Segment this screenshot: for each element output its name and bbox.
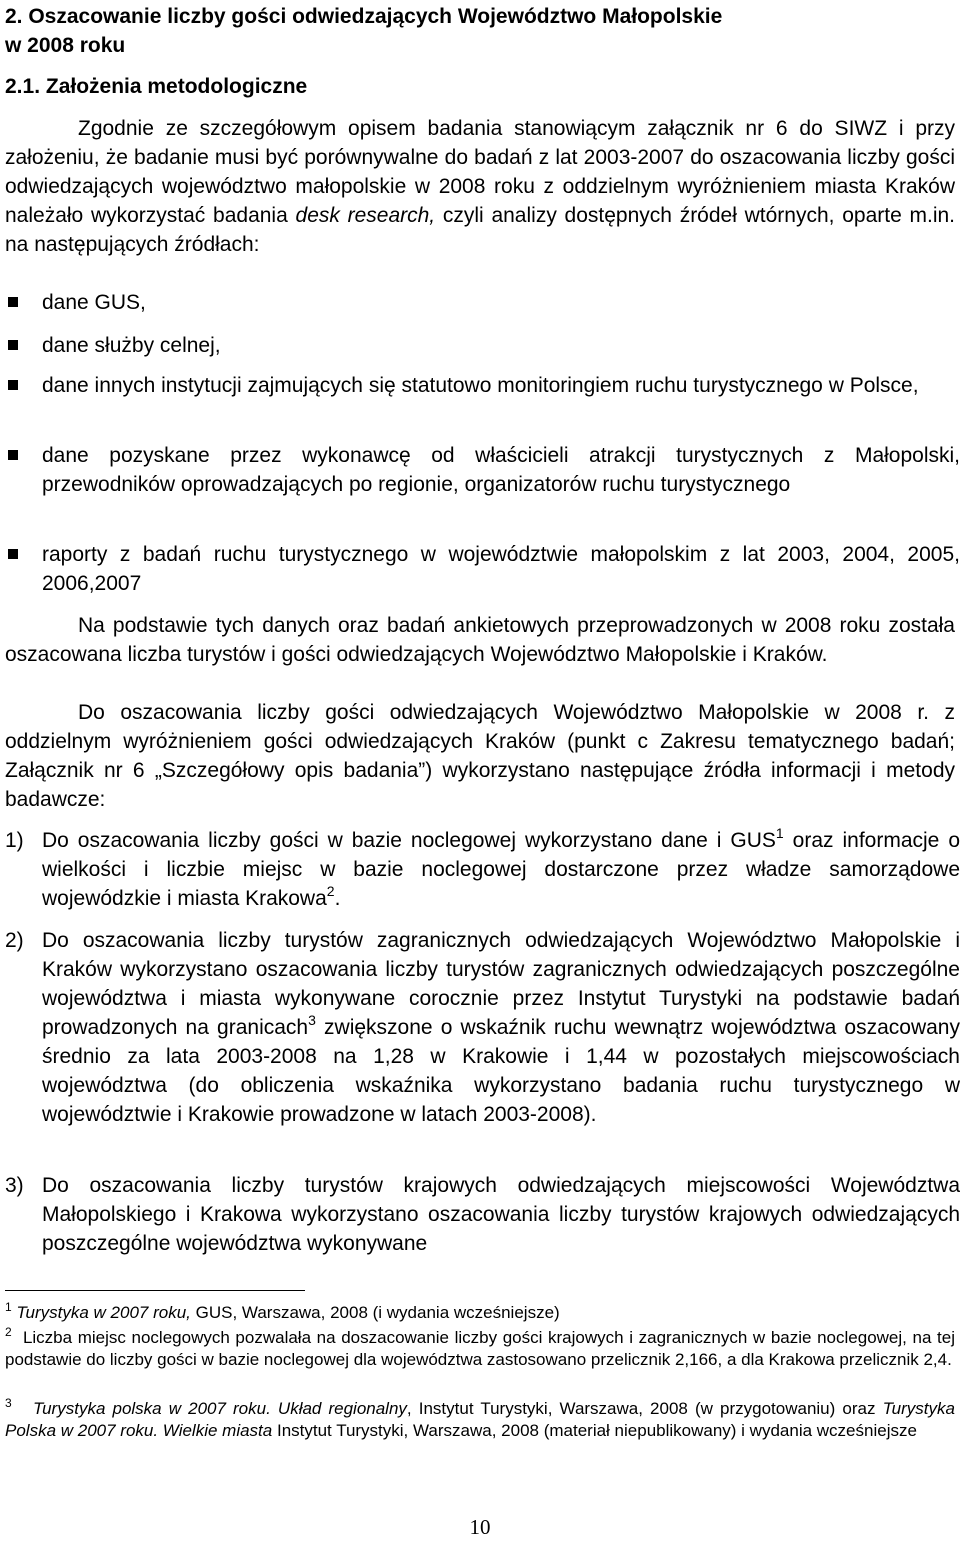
footnote-ref: 1: [775, 825, 784, 841]
method-text: Do oszacowania liczby turystów krajowych odwiedzających miejscowości Województwa Małopolskiego i Krakowa wykorzystano oszacowania liczby turystów krajowych odwiedzających poszczególne województwa wykonywane: [42, 1174, 960, 1255]
method-text: Do oszacowania liczby gości w bazie noclegowej wykorzystano dane i GUS$^1$ oraz informacje o wielkości i liczbie miejsc w bazie noclegowej dostarczone przez władze samorządowe wojewódzkie i miasta Krakowa$^2$.: [42, 825, 960, 910]
footnote-number: 2: [5, 1325, 12, 1339]
square-bullet-icon: [8, 549, 18, 559]
square-bullet-icon: [8, 380, 18, 390]
footnote: $^2$ Liczba miejsc noclegowych pozwalała na doszacowanie liczby gości krajowych i zagranicznych w bazie noclegowej, na tej podstawie do liczby gości w bazie noclegowej dla województwa zastosowano przelicznik 2,166, a dla Krakowa przelicznik 2,4.: [5, 1325, 955, 1369]
source-text: dane służby celnej,: [42, 334, 221, 357]
method-text: Do oszacowania liczby turystów zagranicznych odwiedzających Województwo Małopolskie i Kraków wykorzystano oszacowania liczby turystów zagranicznych odwiedzających poszczególne województwa i miasta wykonywane corocznie przez Instytut Turystyki na podstawie badań prowadzonych na granicach$^3$ zwiększone o wskaźnik ruchu wewnątrz województwa oszacowany średnio za lata 2003-2008 na 1,28 w Krakowie i 1,44 w pozostałych miejscowościach województwa (do obliczenia wskaźnika wykorzystano badania ruchu turystycznego w województwie i Krakowie prowadzone w latach 2003-2008).: [42, 929, 960, 1126]
section-heading-line2: w 2008 roku: [5, 34, 126, 57]
square-bullet-icon: [8, 450, 18, 460]
source-text: dane pozyskane przez wykonawcę od właścicieli atrakcji turystycznych z Małopolski, przewodników oprowadzających po regionie, organizatorów ruchu turystycznego: [42, 444, 960, 496]
method-number: 2): [5, 929, 24, 952]
intro-paragraph: [5, 114, 955, 259]
subsection-heading: 2.1. Założenia metodologiczne: [5, 75, 308, 98]
section-heading-line1: 2. Oszacowanie liczby gości odwiedzających Województwo Małopolskie: [5, 5, 723, 28]
footnote-ref: 2: [326, 883, 335, 899]
summary-paragraph: Na podstawie tych danych oraz badań ankietowych przeprowadzonych w 2008 roku została oszacowana liczba turystów i gości odwiedzających Województwo Małopolskie i Kraków.: [5, 614, 955, 666]
footnote: $^1$ Turystyka w 2007 roku, GUS, Warszawa, 2008 (i wydania wcześniejsze): [5, 1300, 560, 1322]
footnote-ref: 3: [308, 1012, 316, 1028]
square-bullet-icon: [8, 297, 18, 307]
intro-text-2: czyli analizy dostępnych źródeł wtórnych, oparte m.in. na następujących źródłach:: [5, 204, 955, 256]
square-bullet-icon: [8, 340, 18, 350]
page-number: 10: [469, 1515, 491, 1539]
method-number: 3): [5, 1174, 24, 1197]
source-text: raporty z badań ruchu turystycznego w województwie małopolskim z lat 2003, 2004, 2005, 2006,2007: [42, 543, 960, 595]
source-text: dane GUS,: [42, 291, 146, 314]
method-number: 1): [5, 829, 24, 852]
footnote-number: 1: [5, 1300, 12, 1314]
footnote: $^3$ Turystyka polska w 2007 roku. Układ regionalny, Instytut Turystyki, Warszawa, 2008 (w przygotowaniu) oraz Turystyka Polska w 2007 roku. Wielkie miasta Instytut Turystyki, Warszawa, 2008 (materiał niepublikowany) i wydania wcześniejsze: [5, 1396, 955, 1440]
intro-text-1: Zgodnie ze szczegółowym opisem badania stanowiącym załącznik nr 6 do SIWZ i przy założeniu, że badanie musi być porównywalne do badań z lat 2003-2007 do oszacowania liczby gości odwiedzających województwo małopolskie w 2008 roku z oddzielnym wyróżnieniem miasta Kraków należało wykorzystać badania: [5, 117, 955, 227]
footnote-separator: [5, 1290, 305, 1291]
footnote-number: 3: [5, 1396, 12, 1410]
intro-italic: desk research,: [295, 204, 436, 227]
methods-intro-paragraph: Do oszacowania liczby gości odwiedzających Województwo Małopolskie w 2008 r. z oddzielnym wyróżnieniem gości odwiedzających Kraków (punkt c Zakresu tematycznego badań; Załącznik nr 6 „Szczegółowy opis badania”) wykorzystano następujące źródła informacji i metody badawcze:: [5, 701, 955, 811]
source-text: dane innych instytucji zajmujących się statutowo monitoringiem ruchu turystycznego w Polsce,: [42, 374, 919, 397]
section-heading: [5, 2, 722, 60]
